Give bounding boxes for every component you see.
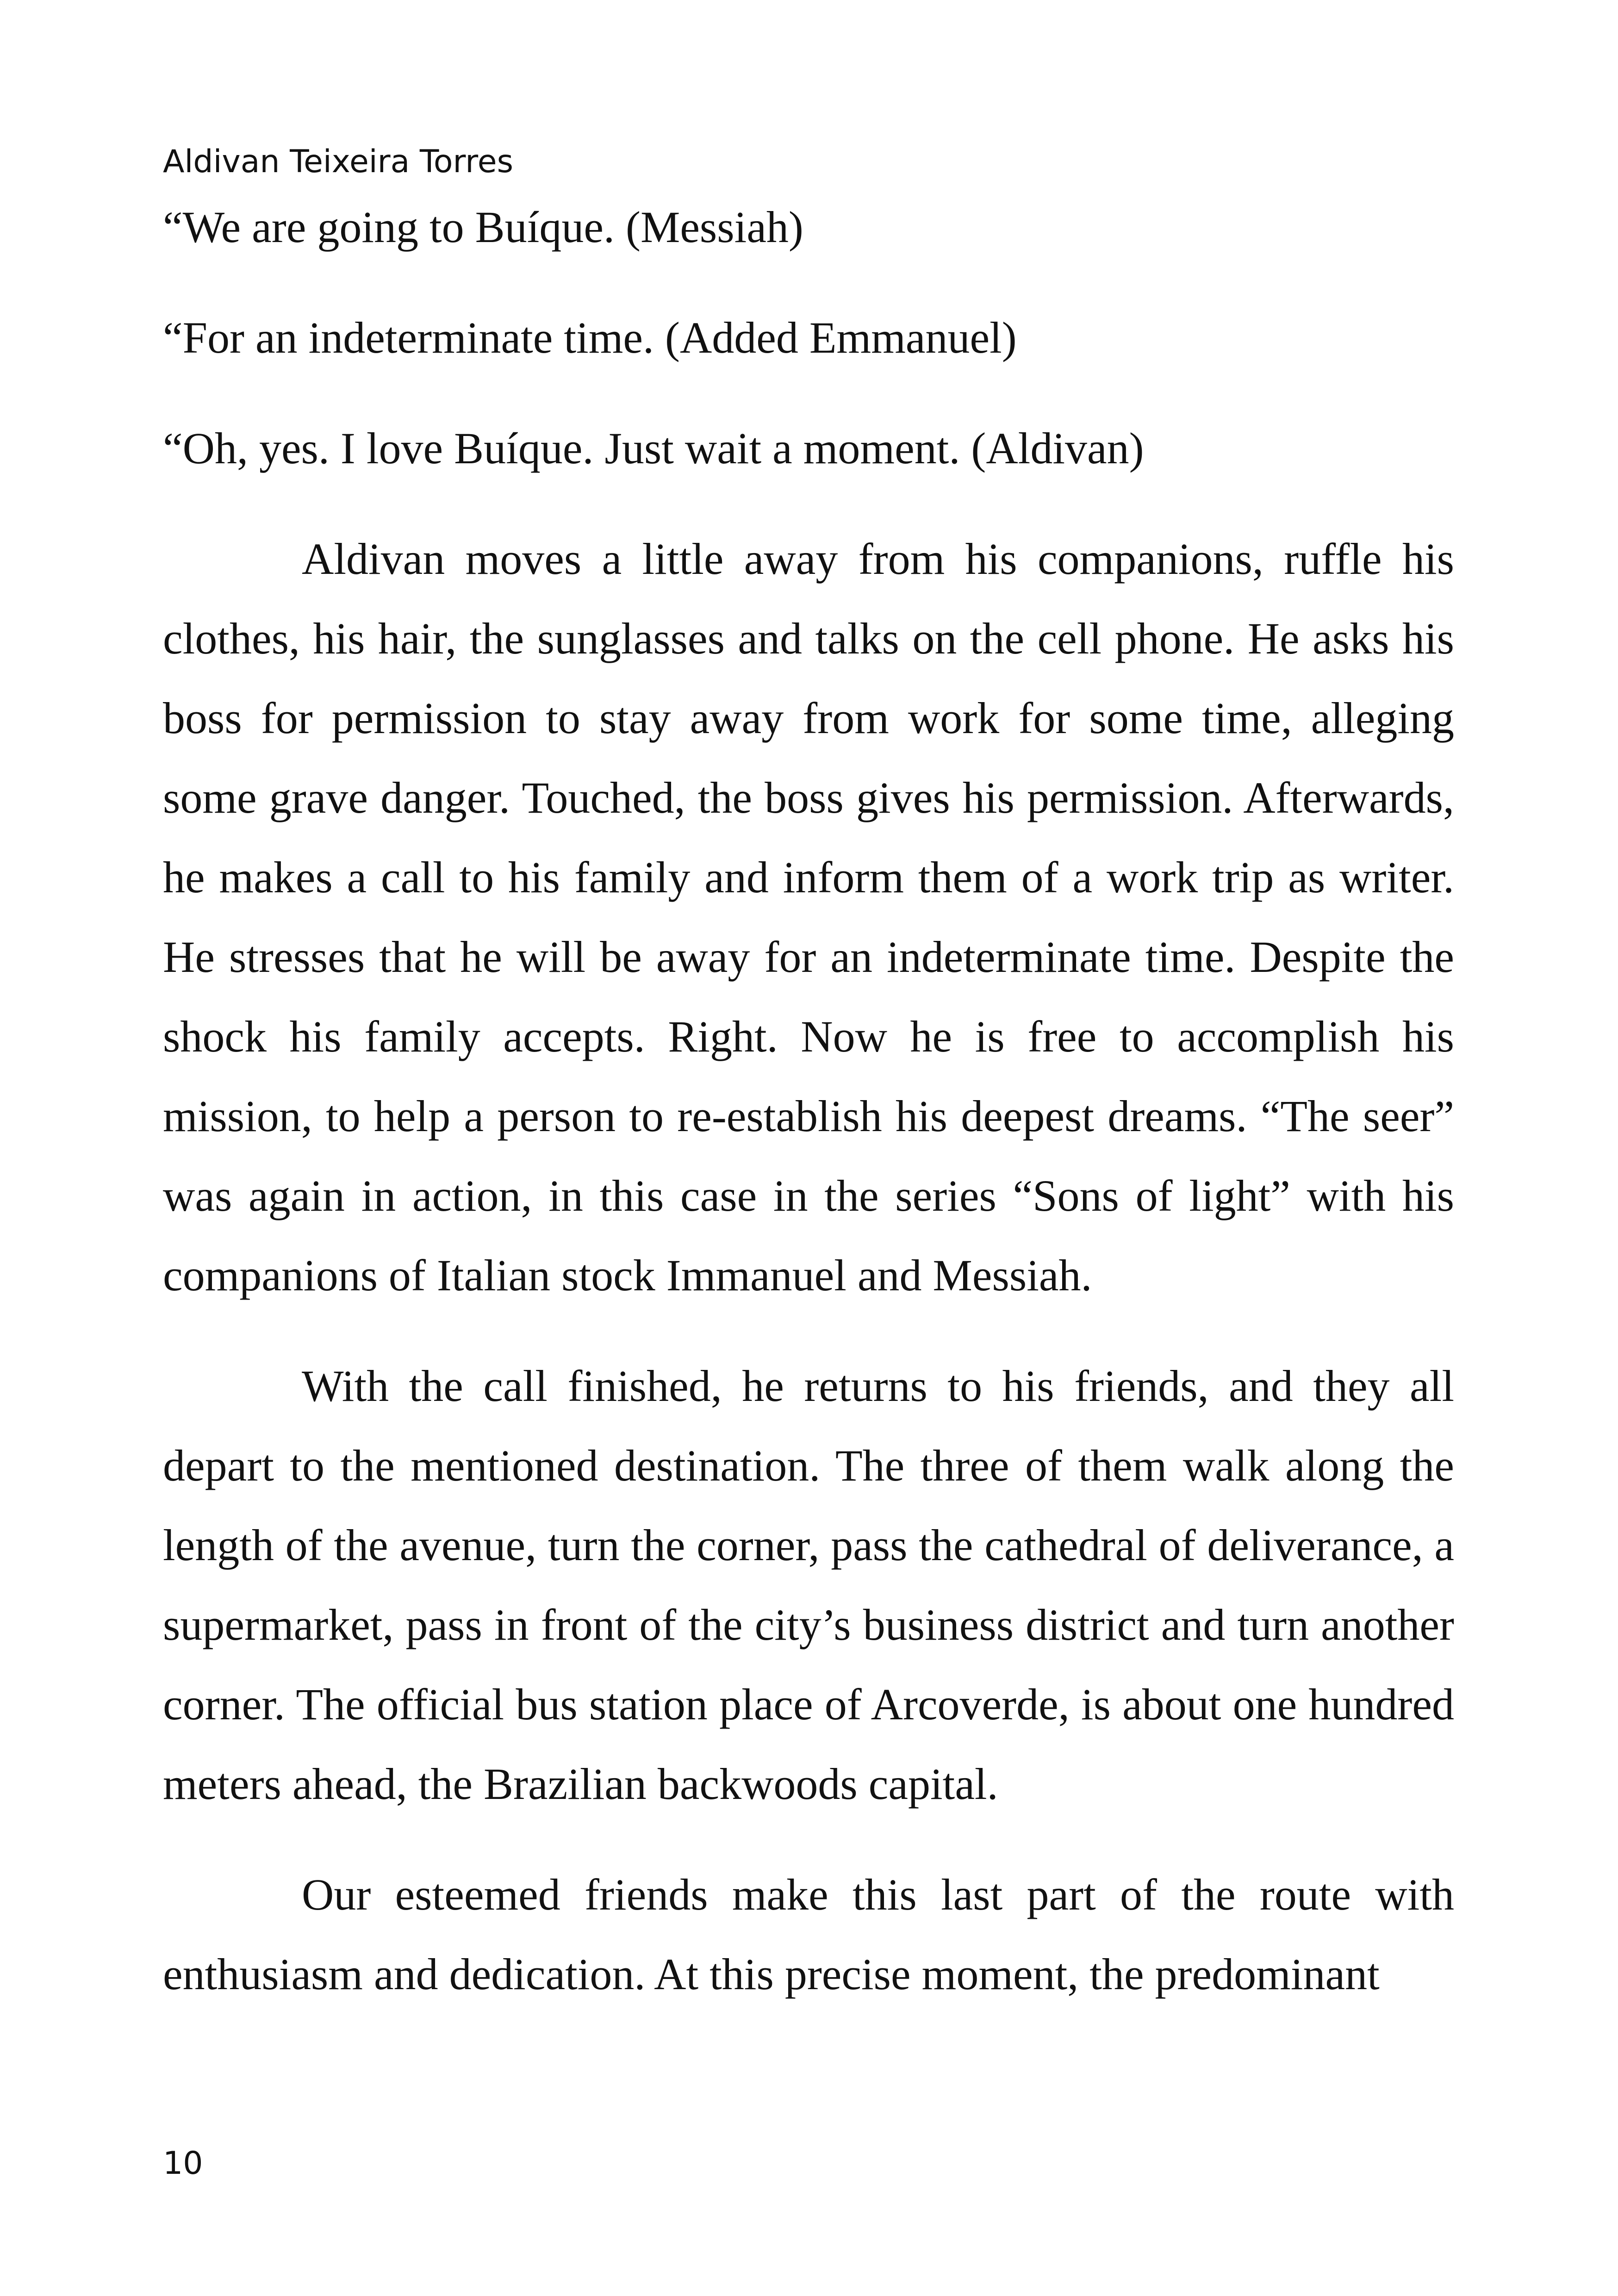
dialogue-line-emmanuel: “For an indeterminate time. (Added Emmanuel): [163, 313, 1017, 362]
paragraph-last-route: Our esteemed friends make this last part of the route with enthusiasm and dedication. At this precise moment, the predominant: [163, 1870, 1454, 1999]
dialogue-line-messiah: “We are going to Buíque. (Messiah): [163, 202, 803, 252]
page-number: 10: [163, 2145, 203, 2182]
running-header-author: Aldivan Teixeira Torres: [163, 143, 513, 180]
dialogue-line-aldivan: “Oh, yes. I love Buíque. Just wait a moment. (Aldivan): [163, 423, 1144, 473]
paragraph-phone-call: Aldivan moves a little away from his companions, ruffle his clothes, his hair, the sunglasses and talks on the cell phone. He asks his boss for permission to stay away from work for some time, alleging some grave danger. Touched, the boss gives his permission. Afterwards, he makes a call to his family and inform them of a work trip as writer. He stresses that he will be away for an indeterminate time. Despite the shock his family accepts. Right. Now he is free to accomplish his mission, to help a person to re-establish his deepest dreams. “The seer” was again in action, in this case in the series “Sons of light” with his companions of Italian stock Immanuel and Messiah.: [163, 534, 1454, 1300]
paragraph-walk-to-station: With the call finished, he returns to his friends, and they all depart to the mentioned destination. The three of them walk along the length of the avenue, turn the corner, pass the cathedral of deliverance, a supermarket, pass in front of the city’s business district and turn another corner. The official bus station place of Arcoverde, is about one hundred meters ahead, the Brazilian backwoods capital.: [163, 1361, 1454, 1809]
body-text: [163, 187, 1454, 2014]
